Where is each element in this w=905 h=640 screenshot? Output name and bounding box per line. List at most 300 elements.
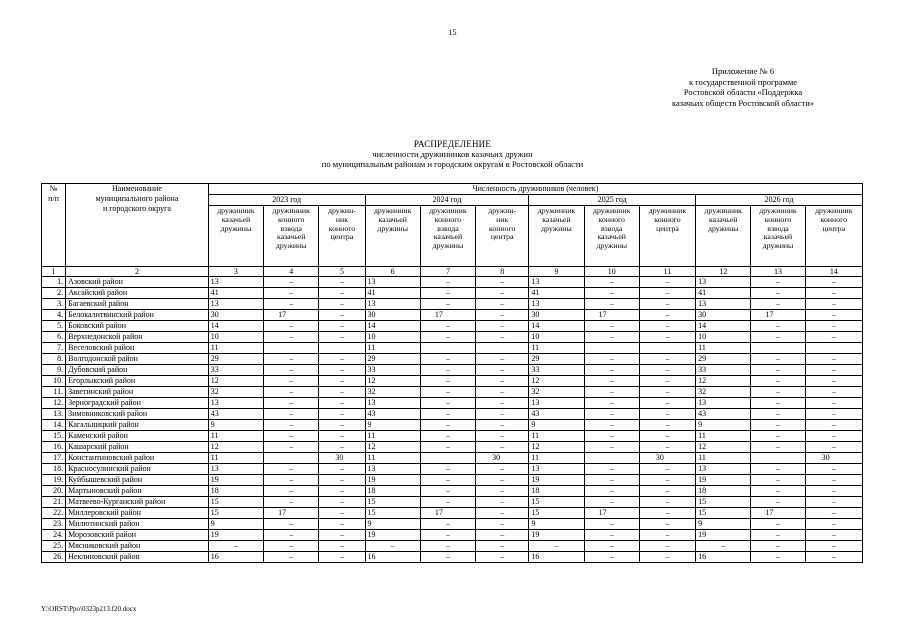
value-cell: 15 [529,508,584,519]
value-cell: 43 [365,409,420,420]
value-cell: – [420,376,475,387]
value-cell: – [476,541,529,552]
value-cell: – [264,552,319,563]
value-cell: – [751,288,805,299]
value-cell: 19 [529,530,584,541]
col-number: 10 [584,267,639,277]
value-cell: – [639,376,695,387]
value-cell: 9 [529,420,584,431]
district-name: Каменский район [66,431,209,442]
value-cell: 9 [208,519,263,530]
value-cell: – [584,442,639,453]
value-cell [751,453,805,464]
value-cell: 13 [365,398,420,409]
value-cell: 13 [529,398,584,409]
value-cell: – [420,497,475,508]
value-cell: 19 [208,475,263,486]
value-cell: – [639,288,695,299]
value-cell: 15 [365,508,420,519]
value-cell: – [476,310,529,321]
col-number: 1 [42,267,66,277]
value-cell: – [805,288,862,299]
value-cell: – [420,288,475,299]
district-name: Белокалитвинский район [66,310,209,321]
value-cell: 43 [208,409,263,420]
value-cell: – [584,409,639,420]
value-cell: – [584,365,639,376]
value-cell [751,343,805,354]
value-cell: 32 [208,387,263,398]
value-cell: – [584,277,639,288]
value-cell: 17 [584,310,639,321]
title-line-3: по муниципальным районам и городским округам в Ростовской области [321,159,584,169]
col-number: 11 [639,267,695,277]
value-cell: 30 [696,310,751,321]
header-sub: дружинник конного центра [805,206,862,267]
value-cell: 14 [208,321,263,332]
table-row [42,530,863,541]
value-cell: – [639,310,695,321]
row-number: 19. [42,475,66,486]
value-cell: 19 [208,530,263,541]
value-cell: – [584,530,639,541]
header-sub: дружин- ник конного центра [476,206,529,267]
value-cell: – [751,497,805,508]
value-cell: – [264,365,319,376]
value-cell: 13 [529,277,584,288]
value-cell: 15 [696,508,751,519]
row-number: 5. [42,321,66,332]
value-cell [805,343,862,354]
value-cell: – [639,530,695,541]
value-cell: 17 [751,310,805,321]
value-cell: – [264,277,319,288]
value-cell: – [476,387,529,398]
value-cell: 13 [365,277,420,288]
row-number: 20. [42,486,66,497]
value-cell: – [319,497,365,508]
value-cell: 11 [365,431,420,442]
value-cell: – [319,486,365,497]
value-cell: 19 [529,475,584,486]
row-number: 22. [42,508,66,519]
value-cell: – [584,431,639,442]
value-cell [319,343,365,354]
value-cell: – [476,497,529,508]
value-cell: – [696,541,751,552]
table-row [42,365,863,376]
district-name: Кашарский район [66,442,209,453]
value-cell [639,343,695,354]
row-number: 21. [42,497,66,508]
col-number: 14 [805,267,862,277]
table-row [42,310,863,321]
value-cell: – [584,376,639,387]
district-name: Багаевский район [66,299,209,310]
row-number: 17. [42,453,66,464]
value-cell: 16 [365,552,420,563]
value-cell: – [584,475,639,486]
value-cell: 19 [696,530,751,541]
value-cell: – [584,464,639,475]
value-cell: – [805,431,862,442]
value-cell: – [264,519,319,530]
value-cell: – [751,387,805,398]
header-sub: дружинник казачьей дружины [696,206,751,267]
value-cell: – [639,365,695,376]
value-cell: 10 [696,332,751,343]
row-number: 12. [42,398,66,409]
header-sub: дружинник казачьей дружины [529,206,584,267]
district-name: Морозовский район [66,530,209,541]
value-cell: – [751,530,805,541]
row-number: 18. [42,464,66,475]
value-cell: – [584,398,639,409]
value-cell: – [476,508,529,519]
value-cell: 17 [264,508,319,519]
district-name: Мясниковский район [66,541,209,552]
value-cell: 11 [208,343,263,354]
value-cell: 13 [696,464,751,475]
value-cell: 15 [208,508,263,519]
value-cell: 33 [529,365,584,376]
value-cell: – [639,277,695,288]
value-cell: 13 [696,299,751,310]
table-row [42,464,863,475]
value-cell: 15 [529,497,584,508]
value-cell: – [639,332,695,343]
value-cell: – [805,365,862,376]
value-cell: – [264,464,319,475]
row-number: 6. [42,332,66,343]
table-row [42,519,863,530]
value-cell: – [476,530,529,541]
table-row [42,497,863,508]
table-row [42,453,863,464]
value-cell: – [420,420,475,431]
value-cell: – [264,321,319,332]
value-cell: – [805,398,862,409]
value-cell: 18 [529,486,584,497]
header-name: Наименование муниципального района и городского округа [66,184,209,267]
row-number: 1. [42,277,66,288]
value-cell: 15 [696,497,751,508]
value-cell: – [476,486,529,497]
value-cell: – [208,541,263,552]
value-cell: 41 [365,288,420,299]
table-row [42,321,863,332]
value-cell: 43 [529,409,584,420]
value-cell: – [476,332,529,343]
value-cell: – [319,442,365,453]
value-cell: 11 [529,431,584,442]
value-cell: 17 [420,508,475,519]
value-cell: 11 [529,453,584,464]
value-cell: – [420,530,475,541]
header-group: Численность дружинников (человек) [208,184,862,195]
value-cell: – [805,376,862,387]
value-cell: – [476,519,529,530]
value-cell: – [751,420,805,431]
value-cell: 12 [696,442,751,453]
value-cell: 41 [529,288,584,299]
header-no: № п/п [42,184,66,267]
district-name: Мартыновский район [66,486,209,497]
value-cell: – [420,442,475,453]
row-number: 8. [42,354,66,365]
value-cell: – [639,398,695,409]
value-cell: – [420,486,475,497]
value-cell: – [264,486,319,497]
district-name: Егорлыкский район [66,376,209,387]
value-cell: – [476,365,529,376]
district-name: Милютинский район [66,519,209,530]
district-name: Волгодонской район [66,354,209,365]
value-cell: – [584,420,639,431]
row-number: 10. [42,376,66,387]
value-cell: 43 [696,409,751,420]
value-cell: – [264,409,319,420]
value-cell: – [420,387,475,398]
col-number: 8 [476,267,529,277]
value-cell: 12 [208,376,263,387]
value-cell: – [264,442,319,453]
value-cell: – [420,475,475,486]
row-number: 26. [42,552,66,563]
value-cell: – [529,541,584,552]
value-cell [264,343,319,354]
header-sub: дружинник казачьей дружины [365,206,420,267]
value-cell: – [805,508,862,519]
header-year-2024: 2024 год [365,195,529,206]
value-cell: 11 [696,431,751,442]
value-cell: 30 [476,453,529,464]
value-cell: – [420,299,475,310]
appendix-line: к государственной программе [688,76,798,87]
value-cell: 16 [696,552,751,563]
col-number: 12 [696,267,751,277]
value-cell: – [639,431,695,442]
page-number: 15 [448,28,457,37]
col-number: 3 [208,267,263,277]
value-cell: – [264,288,319,299]
value-cell: 30 [208,310,263,321]
row-number: 23. [42,519,66,530]
value-cell: – [264,332,319,343]
value-cell: – [420,519,475,530]
value-cell: – [319,541,365,552]
value-cell: – [751,552,805,563]
value-cell: – [264,354,319,365]
value-cell: – [751,431,805,442]
value-cell: – [319,376,365,387]
value-cell: – [420,332,475,343]
row-number: 9. [42,365,66,376]
row-number: 16. [42,442,66,453]
value-cell: – [805,299,862,310]
value-cell: – [476,431,529,442]
value-cell: – [319,299,365,310]
header-year-2025: 2025 год [529,195,696,206]
value-cell: – [476,288,529,299]
value-cell: 14 [696,321,751,332]
value-cell: 18 [365,486,420,497]
value-cell: – [805,552,862,563]
value-cell: – [639,497,695,508]
col-number: 2 [66,267,209,277]
value-cell: – [805,530,862,541]
value-cell: – [639,475,695,486]
value-cell: 18 [208,486,263,497]
value-cell: – [805,277,862,288]
value-cell: – [751,332,805,343]
value-cell: – [639,387,695,398]
district-name: Боковский район [66,321,209,332]
district-name: Азовский район [66,277,209,288]
value-cell: 19 [696,475,751,486]
value-cell: 11 [208,431,263,442]
value-cell [264,453,319,464]
value-cell: 13 [529,299,584,310]
value-cell: – [264,541,319,552]
value-cell: – [584,486,639,497]
value-cell: 13 [529,464,584,475]
district-name: Куйбышевский район [66,475,209,486]
value-cell: – [319,354,365,365]
value-cell: – [420,398,475,409]
district-name: Матвеево-Курганский район [66,497,209,508]
value-cell: 29 [208,354,263,365]
header-sub: дружинник конного центра [639,206,695,267]
row-number: 11. [42,387,66,398]
value-cell: 15 [208,497,263,508]
value-cell: 13 [365,299,420,310]
value-cell: 13 [208,398,263,409]
row-number: 2. [42,288,66,299]
value-cell: – [805,519,862,530]
value-cell: 15 [365,497,420,508]
value-cell: – [805,442,862,453]
district-name: Неклиновский район [66,552,209,563]
value-cell: 33 [365,365,420,376]
value-cell: – [476,277,529,288]
value-cell: – [476,475,529,486]
value-cell: 19 [365,475,420,486]
value-cell: 29 [529,354,584,365]
value-cell: 11 [208,453,263,464]
value-cell: – [420,409,475,420]
row-number: 13. [42,409,66,420]
value-cell: – [319,420,365,431]
table-row [42,475,863,486]
value-cell: 17 [264,310,319,321]
table-row [42,508,863,519]
table-row [42,277,863,288]
value-cell: – [319,552,365,563]
value-cell: – [805,420,862,431]
value-cell [476,343,529,354]
value-cell: – [584,387,639,398]
col-number: 7 [420,267,475,277]
value-cell: 30 [805,453,862,464]
table-row [42,409,863,420]
value-cell: 9 [365,519,420,530]
appendix-line: Приложение № 6 [711,66,775,76]
row-number: 15. [42,431,66,442]
value-cell: 16 [529,552,584,563]
table-row [42,552,863,563]
value-cell: – [420,431,475,442]
value-cell: 11 [365,453,420,464]
table-row [42,288,863,299]
value-cell: 11 [696,343,751,354]
value-cell: 33 [696,365,751,376]
value-cell: 12 [208,442,263,453]
value-cell: – [805,409,862,420]
value-cell: – [751,365,805,376]
value-cell: – [319,519,365,530]
value-cell: 17 [751,508,805,519]
value-cell: – [805,321,862,332]
row-number: 7. [42,343,66,354]
value-cell: 17 [420,310,475,321]
value-cell: – [319,464,365,475]
value-cell: 9 [696,519,751,530]
value-cell: – [639,409,695,420]
value-cell: – [319,310,365,321]
value-cell: 29 [696,354,751,365]
value-cell: – [476,299,529,310]
value-cell [420,453,475,464]
district-name: Веселовский район [66,343,209,354]
value-cell: 11 [696,453,751,464]
header-year-2023: 2023 год [208,195,365,206]
value-cell: 30 [639,453,695,464]
distribution-table [41,183,863,563]
district-name: Аксайский район [66,288,209,299]
value-cell: – [639,442,695,453]
document-title [0,139,905,169]
value-cell: 19 [365,530,420,541]
value-cell: – [319,398,365,409]
value-cell: – [420,277,475,288]
value-cell [584,343,639,354]
value-cell: – [476,398,529,409]
value-cell: – [264,431,319,442]
file-path-footer: Y:\ORST\Ppo\0323p213.f20.docx [41,605,137,613]
value-cell: – [584,497,639,508]
table-row [42,387,863,398]
value-cell: 9 [529,519,584,530]
value-cell: – [476,442,529,453]
value-cell: 32 [696,387,751,398]
value-cell: 13 [696,277,751,288]
value-cell: – [751,321,805,332]
header-year-2026: 2026 год [696,195,863,206]
value-cell: – [420,354,475,365]
district-name: Константиновский район [66,453,209,464]
table-row [42,486,863,497]
value-cell: 32 [529,387,584,398]
value-cell: – [584,541,639,552]
value-cell: – [264,497,319,508]
value-cell: – [319,431,365,442]
value-cell: – [805,332,862,343]
title-line-1: РАСПРЕДЕЛЕНИЕ [413,139,492,149]
value-cell: – [319,508,365,519]
header-sub: дружинник конного взвода казачьей дружины [264,206,319,267]
value-cell: – [639,552,695,563]
